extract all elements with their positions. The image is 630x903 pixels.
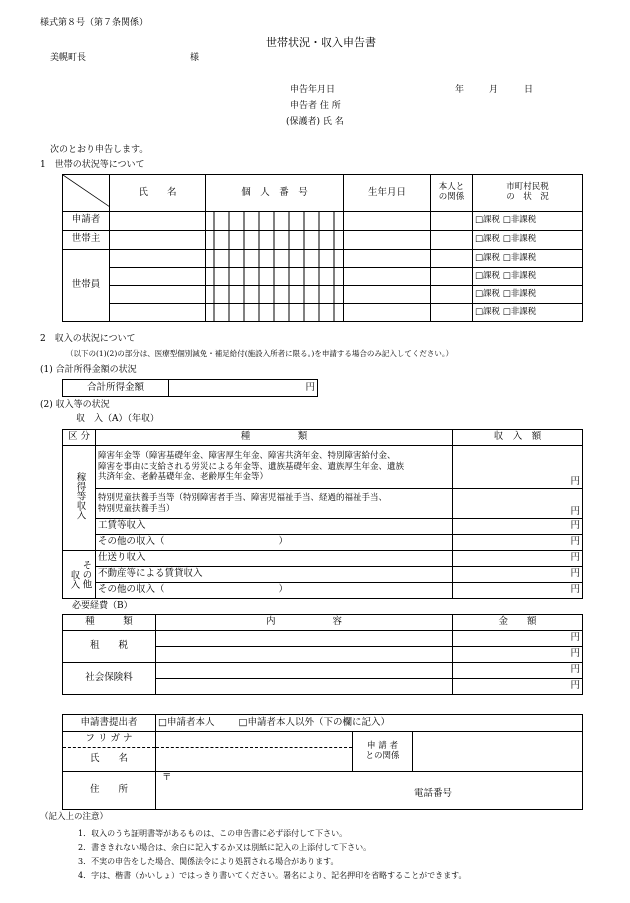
relation-line2: との関係: [365, 750, 400, 761]
subsection1-heading: (1) 合計所得金額の状況: [40, 365, 137, 375]
total-income-input[interactable]: 円: [169, 380, 318, 397]
other-category-label2: 収入: [68, 570, 80, 589]
submitter-name-input[interactable]: [156, 748, 353, 772]
col-relation-line1: 本人と: [438, 182, 465, 193]
member3-birth-cell[interactable]: [344, 285, 431, 303]
relation-line1: 申 請 者: [367, 740, 398, 751]
member4-number-cell[interactable]: [206, 303, 344, 321]
note-item-1: 1．収入のうち証明書等があるものは、この申告書に必ず添付して下さい。: [78, 829, 348, 838]
allowance-amount[interactable]: 円: [453, 489, 583, 519]
pension-line1: 障害年金等（障害基礎年金、障害厚生年金、障害共済年金、特別障害給付金、: [98, 451, 396, 462]
member4-birth-cell[interactable]: [344, 303, 431, 321]
remittance-amount[interactable]: 円: [453, 551, 583, 567]
expense-caption: 必要経費（B）: [72, 601, 133, 611]
expense-head-amount: 金 額: [453, 615, 583, 631]
real-estate-amount[interactable]: 円: [453, 567, 583, 583]
member1-name-cell[interactable]: [110, 249, 206, 267]
note-item-3: 3．不実の申告をした場合、関係法令により処罰される場合があります。: [78, 857, 339, 866]
social-content-1[interactable]: [156, 663, 453, 679]
social-amount-1[interactable]: 円: [453, 663, 583, 679]
col-relation: [431, 175, 473, 212]
month-label: 月: [489, 85, 499, 95]
section2-heading: 2 収入の状況について: [40, 334, 136, 344]
col-tax-line2: の 状 況: [506, 191, 549, 202]
member2-tax-checkbox[interactable]: □課税 □非課税: [473, 267, 583, 285]
submitter-address-input[interactable]: [156, 772, 583, 810]
relation-label: [353, 732, 413, 772]
income-caption: 収 入（A）（年収）: [76, 414, 160, 424]
income-head-amount: 収 入 額: [453, 430, 583, 446]
householder-number-cell[interactable]: [206, 230, 344, 249]
expense-head-content: 内 容: [156, 615, 453, 631]
pension-amount[interactable]: 円: [453, 446, 583, 489]
applicant-tax-checkbox[interactable]: □課税 □非課税: [473, 211, 583, 230]
tax-amount-1[interactable]: 円: [453, 631, 583, 647]
other-category: [63, 551, 96, 599]
col-tax-line1: 市町村民税: [506, 182, 549, 193]
member1-birth-cell[interactable]: [344, 249, 431, 267]
household-table: [62, 174, 583, 322]
tax-content-1[interactable]: [156, 631, 453, 647]
applicant-address-label: 申告者 住 所: [290, 101, 341, 111]
wages-row-label: 工賃等収入: [96, 519, 453, 535]
income-table: [62, 429, 583, 599]
member2-number-cell[interactable]: [206, 267, 344, 285]
income-head-category: 区 分: [63, 430, 96, 446]
member2-birth-cell[interactable]: [344, 267, 431, 285]
col-relation-line2: の関係: [438, 191, 465, 202]
householder-tax-checkbox[interactable]: □課税 □非課税: [473, 230, 583, 249]
day-label: 日: [524, 85, 534, 95]
social-amount-2[interactable]: 円: [453, 679, 583, 695]
member2-relation-cell[interactable]: [431, 267, 473, 285]
col-municipal-tax: [473, 175, 583, 212]
postal-mark: 〒: [162, 772, 172, 783]
col-birthdate: 生年月日: [344, 175, 431, 212]
member4-relation-cell[interactable]: [431, 303, 473, 321]
row-members-label: 世帯員: [63, 249, 110, 321]
col-personal-number: 個 人 番 号: [206, 175, 344, 212]
other-income2-row-label: その他の収入（ ）: [96, 583, 453, 599]
member1-tax-checkbox[interactable]: □課税 □非課税: [473, 249, 583, 267]
applicant-birth-cell[interactable]: [344, 211, 431, 230]
householder-relation-cell[interactable]: [431, 230, 473, 249]
allowance-line1: 特別児童扶養手当等（特別障害者手当、障害児福祉手当、経過的福祉手当、: [98, 493, 388, 504]
section2-note: （以下の(1)(2)の部分は、医療型個別減免・補足給付(施設入所者に限る。)を申請する場合のみ記入してください。）: [66, 349, 454, 358]
applicant-number-cell[interactable]: [206, 211, 344, 230]
earned-income-label: 稼得等収入: [74, 472, 86, 520]
phone-label: 電話番号: [414, 788, 453, 799]
tax-amount-2[interactable]: 円: [453, 647, 583, 663]
member4-tax-checkbox[interactable]: □課税 □非課税: [473, 303, 583, 321]
corner-diagonal-cell: [63, 175, 110, 212]
honorific: 様: [190, 53, 200, 63]
member4-name-cell[interactable]: [110, 303, 206, 321]
diagonal-line: [63, 175, 110, 207]
guardian-name-label: (保護者) 氏 名: [286, 117, 344, 127]
member2-name-cell[interactable]: [110, 267, 206, 285]
row-applicant-label: 申請者: [63, 211, 110, 230]
notes-title: （記入上の注意）: [40, 812, 109, 822]
applicant-name-cell[interactable]: [110, 211, 206, 230]
tax-row-label: 租 税: [63, 631, 156, 663]
submitter-other-checkbox[interactable]: □申請者本人以外（下の欄に記入）: [238, 716, 391, 728]
total-income-table: [62, 379, 318, 397]
total-income-label: 合計所得金額: [63, 380, 169, 397]
note-item-4: 4．字は、楷書（かいしょ）ではっきり書いてください。署名により、記名押印を省略することができます。: [78, 871, 467, 880]
other-income2-amount[interactable]: 円: [453, 583, 583, 599]
allowance-row-label: [96, 489, 453, 519]
furigana-label: フ リ ガ ナ: [63, 732, 156, 748]
section1-heading: 1 世帯の状況等について: [40, 160, 145, 170]
page-title: 世帯状況・収入申告書: [266, 36, 376, 49]
member1-number-cell[interactable]: [206, 249, 344, 267]
row-householder-label: 世帯主: [63, 230, 110, 249]
relation-input[interactable]: [413, 732, 583, 772]
form-number: 様式第８号（第７条関係）: [40, 18, 149, 28]
year-label: 年: [455, 85, 465, 95]
tax-content-2[interactable]: [156, 647, 453, 663]
date-label: 申告年月日: [290, 85, 336, 95]
member3-relation-cell[interactable]: [431, 285, 473, 303]
other-category-label1: その他: [80, 560, 92, 589]
member3-number-cell[interactable]: [206, 285, 344, 303]
submitter-options: [156, 715, 583, 732]
submitter-table: [62, 714, 583, 810]
other-income-row-label: その他の収入（ ）: [96, 535, 453, 551]
other-income-amount[interactable]: 円: [453, 535, 583, 551]
pension-line3: 共済年金、老齢基礎年金、老齢厚生年金等）: [98, 472, 269, 483]
real-estate-row-label: 不動産等による賃貸収入: [96, 567, 453, 583]
wages-amount[interactable]: 円: [453, 519, 583, 535]
expense-table: [62, 614, 583, 695]
submitter-self-checkbox[interactable]: □申請者本人: [158, 716, 215, 728]
social-insurance-row-label: 社会保険料: [63, 663, 156, 695]
pension-line2: 障害を事由に支給される労災による年金等、遺族基礎年金、遺族厚生年金、遺族: [98, 461, 405, 472]
householder-name-cell[interactable]: [110, 230, 206, 249]
member1-relation-cell[interactable]: [431, 249, 473, 267]
expense-head-kind: 種 類: [63, 615, 156, 631]
submitter-label: 申請書提出者: [63, 715, 156, 732]
col-name: 氏 名: [110, 175, 206, 212]
submitter-name-label: 氏 名: [63, 748, 156, 772]
member3-tax-checkbox[interactable]: □課税 □非課税: [473, 285, 583, 303]
social-content-2[interactable]: [156, 679, 453, 695]
submitter-address-label: 住 所: [63, 772, 156, 810]
addressee: 美幌町長: [50, 53, 87, 63]
householder-birth-cell[interactable]: [344, 230, 431, 249]
pension-row-label: [96, 446, 453, 489]
income-head-type: 種 類: [96, 430, 453, 446]
furigana-input[interactable]: [156, 732, 353, 748]
member3-name-cell[interactable]: [110, 285, 206, 303]
allowance-line2: 特別児童扶養手当）: [98, 503, 175, 514]
note-item-2: 2．書ききれない場合は、余白に記入するか又は別紙に記入の上添付して下さい。: [78, 843, 372, 852]
intro-text: 次のとおり申告します。: [50, 145, 149, 155]
earned-income-category: [63, 446, 96, 551]
applicant-relation-cell[interactable]: [431, 211, 473, 230]
remittance-row-label: 仕送り収入: [96, 551, 453, 567]
subsection2-heading: (2) 収入等の状況: [40, 400, 110, 410]
